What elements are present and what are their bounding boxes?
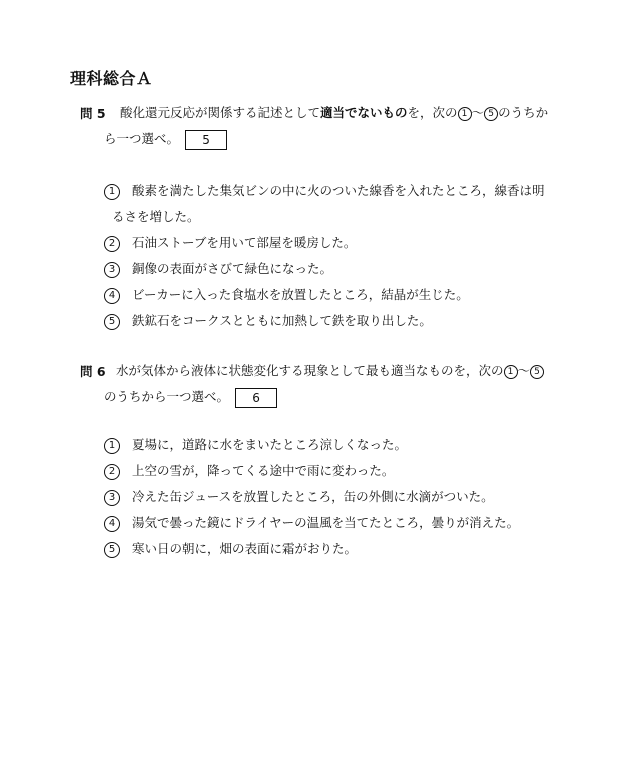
q6-option-5-number: 5	[104, 542, 120, 558]
question-5-line2: ら一つ選べ。	[104, 131, 180, 146]
q5-option-2	[104, 230, 356, 256]
q5-option-1	[104, 178, 545, 224]
q5-option-3	[104, 256, 332, 282]
q5-option-5	[104, 308, 432, 334]
q6-option-4-text: 湯気で曇った鏡にドライヤーの温風を当てたところ，曇りが消えた。	[132, 515, 520, 530]
question-6-line2-row	[104, 384, 277, 410]
q5-option-5-text: 鉄鉱石をコークスとともに加熱して鉄を取り出した。	[132, 313, 432, 328]
q6-option-5-text: 寒い日の朝に，畑の表面に霜がおりた。	[132, 541, 358, 556]
q6-option-1-number: 1	[104, 438, 120, 454]
q6-option-3	[104, 484, 494, 510]
question-5-text-pre: 酸化還元反応が関係する記述として	[120, 105, 321, 120]
q6-option-1	[104, 432, 407, 458]
q5-option-1-text: 酸素を満たした集気ビンの中に火のついた線香を入れたところ，線香は明	[132, 183, 545, 198]
question-6-text-pre: 水が気体から液体に状態変化する現象として最も適当なものを，次の	[116, 363, 504, 378]
q5-option-4	[104, 282, 469, 308]
answer-box-5: 5	[185, 130, 227, 150]
q5-option-2-text: 石油ストーブを用いて部屋を暖房した。	[132, 235, 357, 250]
q6-option-2-number: 2	[104, 464, 120, 480]
question-6-label: 問 6	[80, 364, 106, 379]
question-6-range-from: 1	[504, 365, 518, 379]
q6-option-3-text: 冷えた缶ジュースを放置したところ，缶の外側に水滴がついた。	[132, 489, 494, 504]
q6-option-5	[104, 536, 357, 562]
q5-option-1-number: 1	[104, 184, 120, 200]
question-6-line2: のうちから一つ選べ。	[104, 389, 230, 404]
question-6-text	[116, 358, 544, 384]
question-5-text-mid: を，次の	[407, 105, 458, 120]
question-5-label: 問 5	[80, 106, 106, 121]
q6-option-4	[104, 510, 519, 536]
q5-option-4-number: 4	[104, 288, 120, 304]
question-5-range-sep: 〜	[471, 105, 485, 120]
q6-option-2-text: 上空の雪が，降ってくる途中で雨に変わった。	[132, 463, 395, 478]
question-6-range-to: 5	[530, 365, 544, 379]
q6-option-2	[104, 458, 394, 484]
q5-option-3-text: 銅像の表面がさびて緑色になった。	[132, 261, 333, 276]
question-5-text	[120, 100, 548, 126]
q5-option-5-number: 5	[104, 314, 120, 330]
q6-option-1-text: 夏場に，道路に水をまいたところ涼しくなった。	[132, 437, 408, 452]
q6-option-4-number: 4	[104, 516, 120, 532]
q5-option-3-number: 3	[104, 262, 120, 278]
q5-option-1-continuation: るさを増した。	[112, 209, 200, 224]
question-6-range-sep: 〜	[517, 363, 531, 378]
question-5-text-bold: 適当でないもの	[320, 105, 408, 120]
question-5-line2-row	[104, 126, 227, 152]
q6-option-3-number: 3	[104, 490, 120, 506]
q5-option-4-text: ビーカーに入った食塩水を放置したところ，結晶が生じた。	[132, 287, 469, 302]
subject-title: 理科総合Ａ	[70, 69, 153, 88]
question-5-range-to: 5	[484, 107, 498, 121]
q5-option-2-number: 2	[104, 236, 120, 252]
question-5-text-post: のうちか	[498, 105, 549, 120]
answer-box-6: 6	[235, 388, 277, 408]
question-5-range-from: 1	[458, 107, 472, 121]
